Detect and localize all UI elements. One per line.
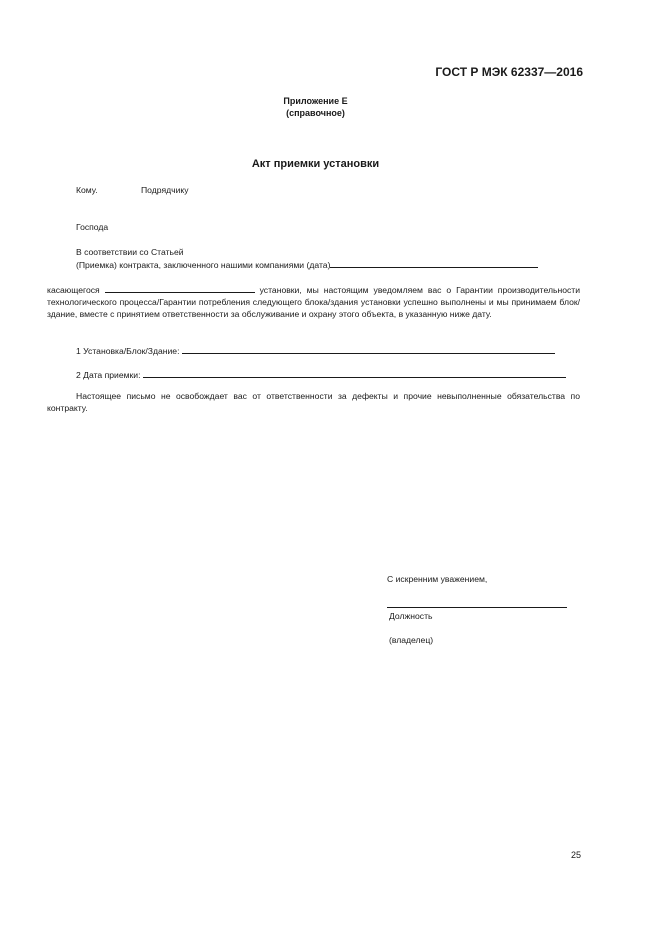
signature-regards: С искренним уважением,: [387, 574, 488, 584]
item-installation-blank: [182, 344, 555, 354]
installation-blank: [105, 283, 255, 293]
acceptance-paragraph-start: касающегося: [47, 285, 100, 295]
appendix-subtitle: (справочное): [286, 108, 345, 118]
contract-line: [76, 258, 538, 271]
contract-line-text: (Приемка) контракта, заключенного нашими компаниями (дата): [76, 260, 331, 270]
item-acceptance-date: [76, 368, 566, 381]
act-title: Акт приемки установки: [251, 158, 380, 170]
item-installation: [76, 344, 555, 357]
acceptance-paragraph-rest: установки, мы настоящим уведомляем вас о Гарантии производительности технологического процесса/Гарантии потребления следующего блока/здания установки успешно выполнены и мы принимаем блок/здание, вместе с принятием ответственности за обслуживание и охрану этого объекта, в указанную ниже дату.: [47, 285, 581, 319]
item-acceptance-date-label: 2 Дата приемки:: [76, 370, 141, 380]
closing-paragraph: Настоящее письмо не освобождает вас от ответственности за дефекты и прочие невыполненные обязательства по контракту.: [47, 391, 580, 413]
signature-owner: (владелец): [389, 635, 434, 645]
contract-date-blank: [330, 258, 538, 268]
article-line: В соответствии со Статьей: [76, 247, 184, 257]
recipient-value: Подрядчику: [141, 185, 189, 195]
appendix-title: Приложение Е: [283, 96, 348, 106]
acceptance-paragraph: [47, 283, 580, 320]
greeting: Господа: [76, 222, 109, 232]
page-number: 25: [570, 850, 581, 860]
standard-header: ГОСТ Р МЭК 62337—2016: [435, 65, 583, 79]
signature-line: [387, 601, 567, 608]
item-acceptance-date-blank: [143, 368, 566, 378]
signature-position: Должность: [389, 611, 433, 621]
item-installation-label: 1 Установка/Блок/Здание:: [76, 346, 180, 356]
recipient-label: Кому.: [76, 185, 98, 195]
